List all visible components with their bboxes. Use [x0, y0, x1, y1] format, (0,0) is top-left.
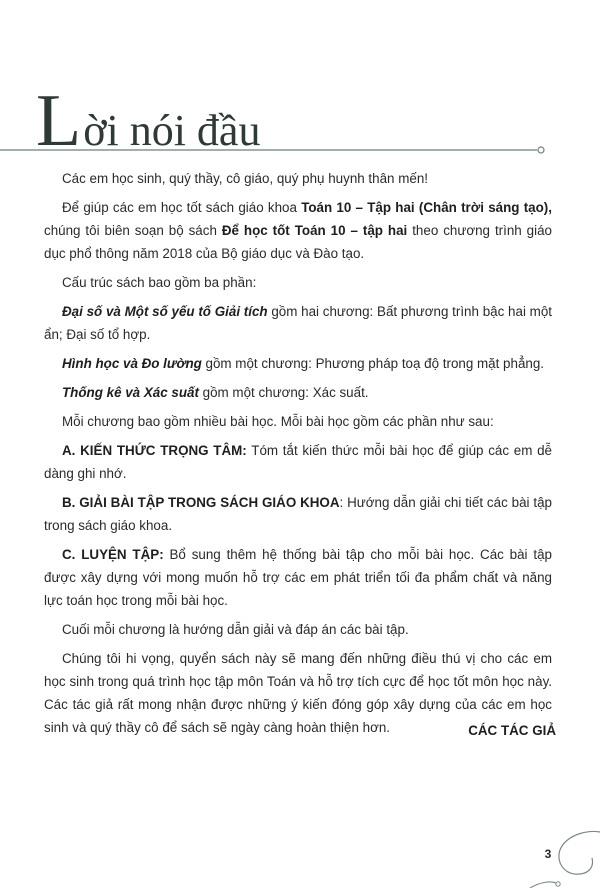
- paragraph-part-statistics: Thống kê và Xác suất gồm một chương: Xác suất.: [62, 385, 369, 400]
- paragraph-section-c: C. LUYỆN TẬP: Bổ sung thêm hệ thống bài tập cho mỗi bài học. Các bài tập được xây dựng với mong muốn hỗ trợ các em phát triển tối đa phẩm chất và năng lực toán học trong mỗi bài học.: [44, 547, 552, 608]
- paragraph-answers: Cuối mỗi chương là hướng dẫn giải và đáp án các bài tập.: [62, 622, 409, 637]
- paragraph-section-a: A. KIẾN THỨC TRỌNG TÂM: Tóm tắt kiến thức mỗi bài học để giúp các em dễ dàng ghi nhớ.: [44, 443, 553, 481]
- signature: CÁC TÁC GIẢ: [468, 723, 556, 738]
- paragraph-section-b: B. GIẢI BÀI TẬP TRONG SÁCH GIÁO KHOA: Hướng dẫn giải chi tiết các bài tập trong sách giáo khoa.: [44, 495, 552, 533]
- paragraph-closing: Chúng tôi hi vọng, quyển sách này sẽ mang đến những điều thú vị cho các em học sinh trong quá trình học tập môn Toán và hỗ trợ tích cực để học tốt môn học này. Các tác giả rất mong nhận được những ý kiến đóng góp xây dựng của các em học sinh và quý thầy cô để sách sẽ ngày càng hoàn thiện hơn.: [44, 651, 552, 735]
- paragraph-lessons: Mỗi chương bao gồm nhiều bài học. Mỗi bài học gồm các phần như sau:: [62, 414, 494, 429]
- paragraph-part-geometry: Hình học và Đo lường gồm một chương: Phương pháp toạ độ trong mặt phẳng.: [62, 356, 545, 371]
- preface-body: [44, 167, 552, 745]
- paragraph-greeting: Các em học sinh, quý thầy, cô giáo, quý phụ huynh thân mến!: [62, 171, 428, 186]
- paragraph-part-algebra: Đại số và Một số yếu tố Giải tích gồm hai chương: Bất phương trình bậc hai một ẩn; Đại số tổ hợp.: [44, 304, 552, 342]
- title-underline: [0, 144, 600, 156]
- paragraph-structure: Cấu trúc sách bao gồm ba phần:: [62, 275, 257, 290]
- page-number: 3: [544, 847, 552, 861]
- paragraph-purpose: Để giúp các em học tốt sách giáo khoa Toán 10 – Tập hai (Chân trời sáng tạo), chúng tôi biên soạn bộ sách Để học tốt Toán 10 – tập hai theo chương trình giáo dục phổ thông năm 2018 của Bộ giáo dục và Đào tạo.: [44, 200, 553, 261]
- title-drop-cap: L: [36, 80, 82, 162]
- title-text: ời nói đầu: [83, 106, 261, 155]
